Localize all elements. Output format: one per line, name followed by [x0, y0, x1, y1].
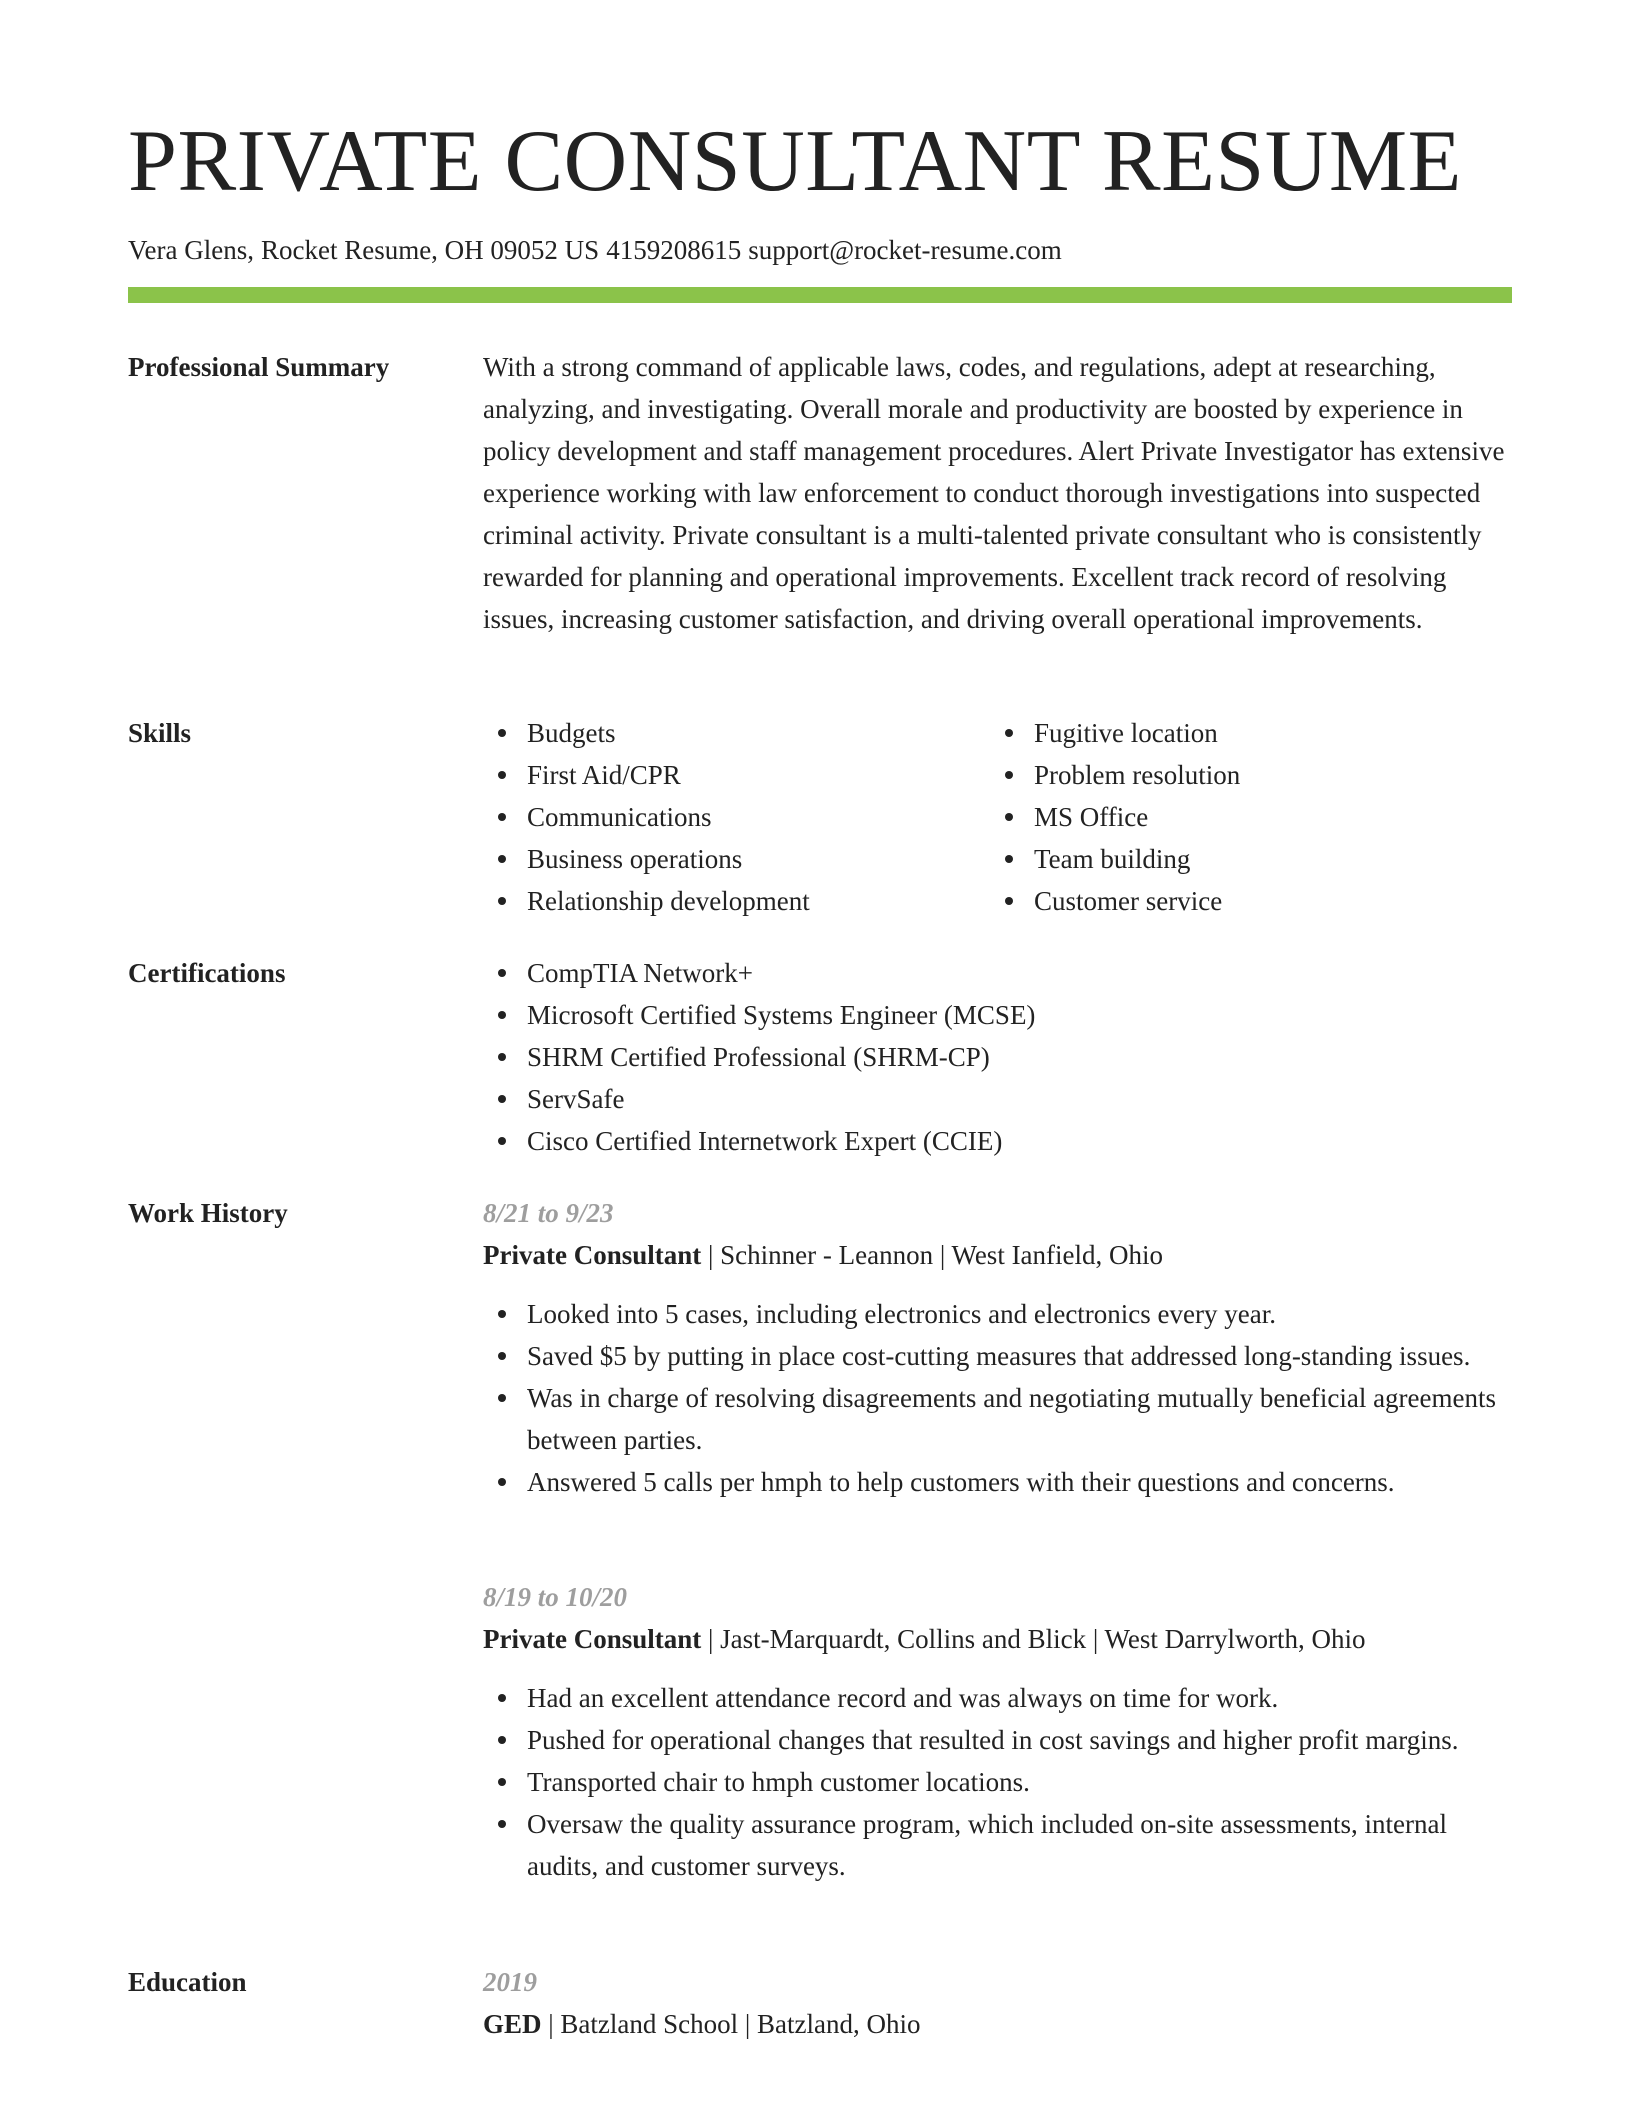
- skill-item: Business operations: [483, 838, 990, 880]
- contact-phone: 4159208615: [606, 235, 742, 265]
- summary-text: With a strong command of applicable laws, codes, and regulations, adept at researching, analyzing, and investigating. Overall morale and productivity are boosted by experience in policy development and staff management procedures. Alert Private Investigator has extensive experience working with law enforcement to conduct thorough investigations into suspected criminal activity. Private consultant is a multi-talented private consultant who is consistently rewarded for planning and operational improvements. Excellent track record of resolving issues, increasing customer satisfaction, and driving overall operational improvements.: [483, 352, 1505, 634]
- certification-item: CompTIA Network+: [483, 952, 1512, 994]
- job-bullet: Transported chair to hmph customer locations.: [483, 1761, 1512, 1803]
- certification-item: SHRM Certified Professional (SHRM-CP): [483, 1036, 1512, 1078]
- skill-item: First Aid/CPR: [483, 754, 990, 796]
- skills-list-left: [483, 712, 990, 922]
- skill-item: Problem resolution: [990, 754, 1497, 796]
- section-label-certifications: Certifications: [128, 958, 286, 988]
- certification-item: ServSafe: [483, 1078, 1512, 1120]
- job-entry: [483, 1576, 1512, 1887]
- job-bullet: Was in charge of resolving disagreements and negotiating mutually beneficial agreements between parties.: [483, 1377, 1512, 1461]
- section-label-education: Education: [128, 1967, 247, 1997]
- job-bullet: Saved $5 by putting in place cost-cutting measures that addressed long-standing issues.: [483, 1335, 1512, 1377]
- resume-title: PRIVATE CONSULTANT RESUME: [128, 113, 1462, 210]
- education-year: 2019: [483, 1967, 537, 1997]
- certifications-list: [483, 952, 1512, 1162]
- job-title: Private Consultant: [483, 1624, 702, 1654]
- job-bullet: Had an excellent attendance record and was always on time for work.: [483, 1677, 1512, 1719]
- job-details: | Jast-Marquardt, Collins and Blick | West Darrylworth, Ohio: [701, 1624, 1366, 1654]
- job-dates: 8/21 to 9/23: [483, 1198, 614, 1228]
- job-bullets: [483, 1293, 1512, 1503]
- skill-item: Relationship development: [483, 880, 990, 922]
- skill-item: Customer service: [990, 880, 1497, 922]
- skill-item: Team building: [990, 838, 1497, 880]
- job-bullet: Oversaw the quality assurance program, which included on-site assessments, internal audits, and customer surveys.: [483, 1803, 1512, 1887]
- contact-name: Vera Glens,: [128, 235, 254, 265]
- section-label-summary: Professional Summary: [128, 352, 390, 382]
- job-dates: 8/19 to 10/20: [483, 1582, 628, 1612]
- section-label-skills: Skills: [128, 718, 192, 748]
- work-history-body: [483, 1192, 1512, 1503]
- header-divider: [128, 287, 1512, 303]
- certification-item: Microsoft Certified Systems Engineer (MCSE): [483, 994, 1512, 1036]
- job-heading: [483, 1618, 1512, 1660]
- skill-item: Communications: [483, 796, 990, 838]
- education-degree: GED: [483, 2009, 542, 2039]
- education-details: | Batzland School | Batzland, Ohio: [541, 2009, 921, 2039]
- skill-item: Fugitive location: [990, 712, 1497, 754]
- work-history-body-2: [483, 1576, 1512, 1887]
- job-details: | Schinner - Leannon | West Ianfield, Ohio: [701, 1240, 1164, 1270]
- skills-list-right: [990, 712, 1497, 922]
- contact-address: Rocket Resume, OH 09052 US: [260, 235, 600, 265]
- education-heading: [483, 2003, 1512, 2045]
- job-bullets: [483, 1677, 1512, 1887]
- certifications-body: [483, 952, 1512, 1162]
- skills-columns: [483, 712, 1512, 922]
- skill-item: Budgets: [483, 712, 990, 754]
- skill-item: MS Office: [990, 796, 1497, 838]
- job-heading: [483, 1234, 1512, 1276]
- contact-email: support@rocket-resume.com: [748, 235, 1062, 265]
- job-bullet: Looked into 5 cases, including electronics and electronics every year.: [483, 1293, 1512, 1335]
- job-bullet: Pushed for operational changes that resulted in cost savings and higher profit margins.: [483, 1719, 1512, 1761]
- certification-item: Cisco Certified Internetwork Expert (CCIE): [483, 1120, 1512, 1162]
- job-entry: [483, 1192, 1512, 1503]
- section-label-work-history: Work History: [128, 1198, 288, 1228]
- job-title: Private Consultant: [483, 1240, 702, 1270]
- education-body: [483, 1961, 1512, 2045]
- job-bullet: Answered 5 calls per hmph to help customers with their questions and concerns.: [483, 1461, 1512, 1503]
- contact-line: [128, 235, 1062, 266]
